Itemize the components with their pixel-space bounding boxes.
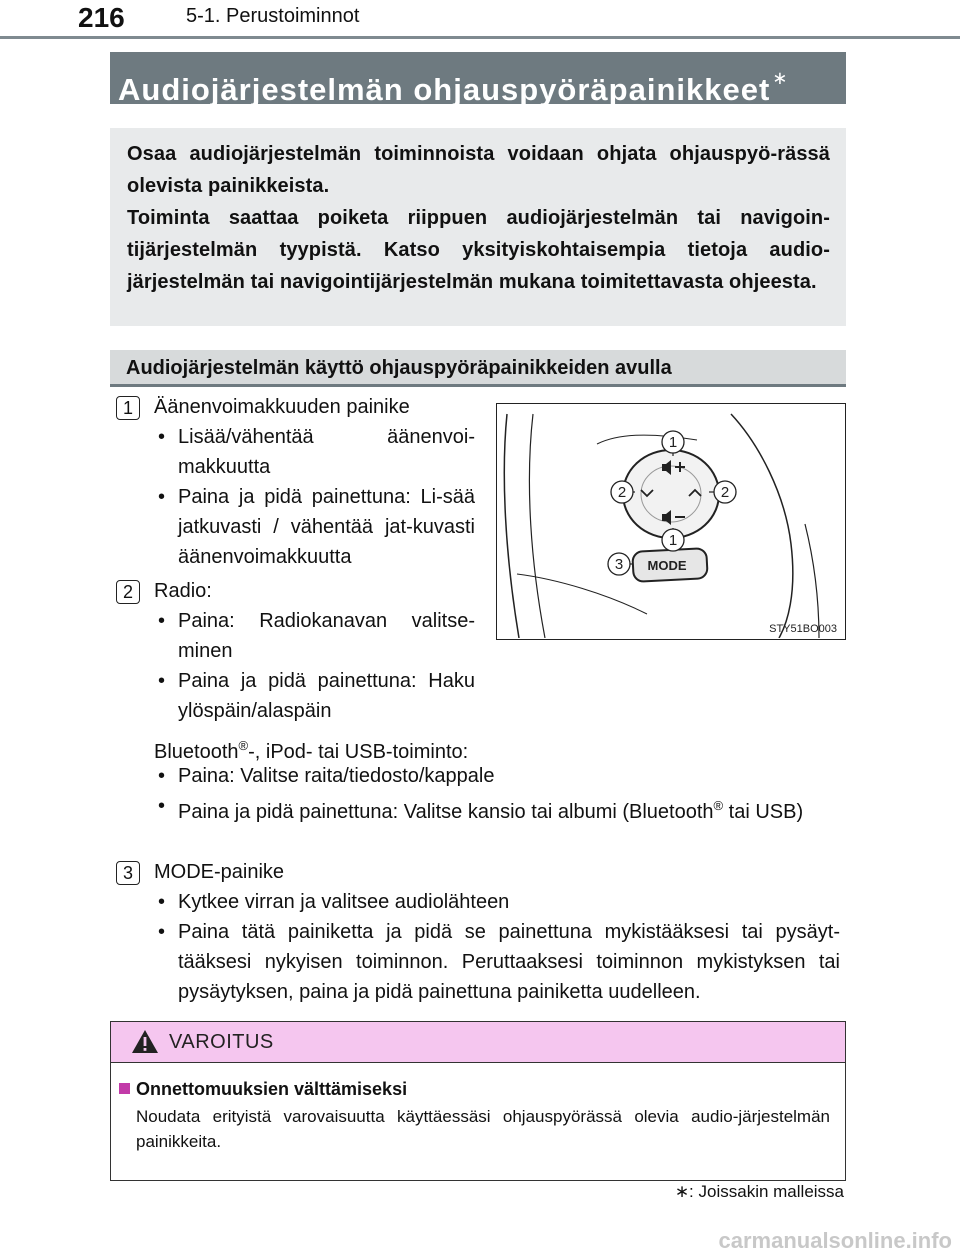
page-title-text: Audiojärjestelmän ohjauspyöräpainikkeet — [118, 72, 771, 107]
item-number-1: 1 — [116, 396, 140, 420]
steering-wheel-figure — [496, 403, 846, 640]
bluetooth-bullets — [150, 761, 840, 827]
list-item: • Paina: Valitse raita/tiedosto/kappale — [150, 761, 840, 791]
bt-suffix: -, iPod- tai USB-toiminto: — [248, 741, 469, 763]
item-2-title: Radio: — [154, 580, 212, 602]
list-item: • Paina ja pidä painettuna: Li-sää jatkuvasti / vähentää jat-kuvasti äänenvoimakkuutta — [150, 482, 475, 572]
callout-1-bottom: 1 — [668, 532, 678, 549]
list-item — [150, 791, 840, 827]
list-item: • Paina tätä painiketta ja pidä se painettuna mykistääksesi tai pysäyt-tääksesi nykyisen toiminnon. Peruttaaksesi toiminnon mykistyksen tai pysäytyksen, paina ja pidä painettuna painiketta uudelleen. — [150, 917, 840, 1007]
item-1-bullets — [150, 422, 475, 572]
list-item: • Paina ja pidä painettuna: Haku ylöspäin/alaspäin — [150, 666, 475, 726]
section-subheading: Audiojärjestelmän käyttö ohjauspyöräpainikkeiden avulla — [110, 350, 846, 387]
intro-paragraph-1: Osaa audiojärjestelmän toiminnoista voidaan ohjata ohjauspyö-rässä olevista painikkeista. — [127, 143, 830, 197]
list-item: • Lisää/vähentää äänenvoi-makkuutta — [150, 422, 475, 482]
item-1-title: Äänenvoimakkuuden painike — [154, 396, 410, 418]
watermark: carmanualsonline.info — [718, 1228, 952, 1253]
callout-3: 3 — [614, 556, 624, 573]
bt-bullet-2-pre: Paina ja pidä painettuna: Valitse kansio tai albumi (Bluetooth — [178, 801, 714, 823]
warning-icon — [131, 1029, 159, 1054]
title-asterisk: ∗ — [772, 68, 789, 88]
intro-box — [110, 128, 846, 326]
warning-subtitle-text: Onnettomuuksien välttämiseksi — [136, 1079, 408, 1099]
callout-2-left: 2 — [617, 484, 627, 501]
square-bullet-icon — [119, 1083, 130, 1094]
page-title — [110, 52, 846, 107]
item-3-bullets — [150, 887, 840, 1007]
intro-paragraph-2: Toiminta saattaa poiketa riippuen audiojärjestelmän tai navigoin-tijärjestelmän tyypistä. Katso yksityiskohtaisempia tietoja audio-järjestelmän tai navigointijärjestelmän mukana toimitettavasta ohjeesta. — [127, 207, 830, 293]
section-header: 5-1. Perustoiminnot — [186, 5, 360, 27]
header-divider — [0, 36, 960, 39]
bt-prefix: Bluetooth — [154, 741, 239, 763]
warning-subtitle — [119, 1079, 407, 1100]
bt-bullet-2-post: tai USB) — [723, 801, 804, 823]
warning-text: Noudata erityistä varovaisuutta käyttäessäsi ohjauspyörässä olevia audio-järjestelmän painikkeita. — [136, 1107, 830, 1151]
mode-button-label: MODE — [647, 558, 687, 573]
footnote: ∗: Joissakin malleissa — [674, 1182, 844, 1201]
callout-2-right: 2 — [720, 484, 730, 501]
warning-header — [111, 1022, 845, 1063]
item-3-title: MODE-painike — [154, 861, 285, 883]
warning-title: VAROITUS — [169, 1031, 274, 1053]
page-number: 216 — [78, 2, 125, 33]
callout-1-top: 1 — [668, 434, 678, 451]
registered-mark: ® — [713, 798, 724, 813]
list-item: • Kytkee virran ja valitsee audiolähteen — [150, 887, 840, 917]
list-item: • Paina: Radiokanavan valitse-minen — [150, 606, 475, 666]
item-number-2: 2 — [116, 580, 140, 604]
item-2-bullets — [150, 606, 475, 726]
item-number-3: 3 — [116, 861, 140, 885]
warning-box — [110, 1021, 846, 1181]
registered-mark: ® — [238, 738, 249, 753]
figure-code: STY51BO003 — [769, 623, 837, 635]
steering-wheel-illustration — [497, 404, 844, 638]
